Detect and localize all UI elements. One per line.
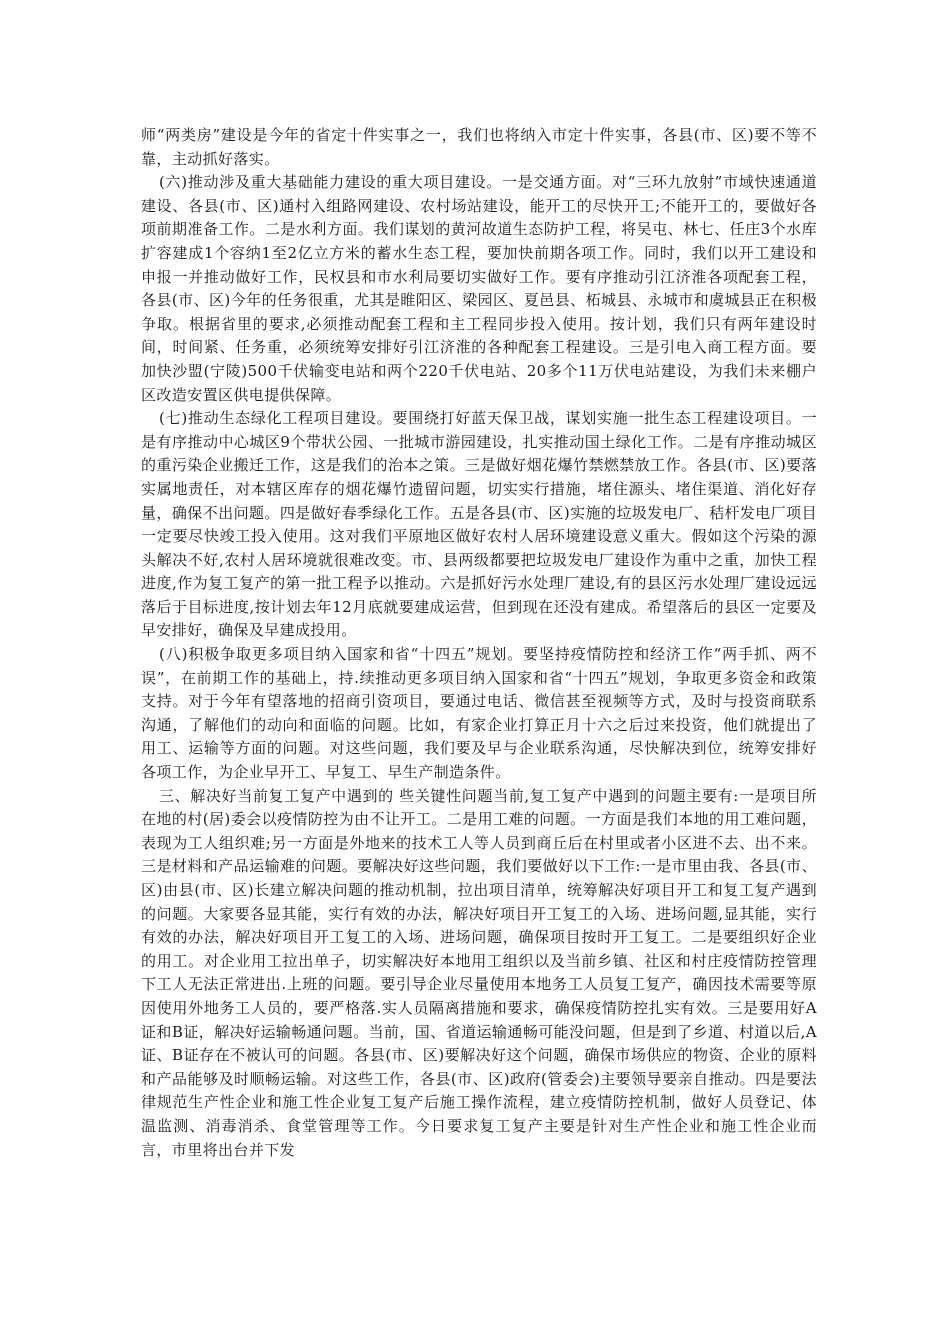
paragraph-section-6: (六)推动涉及重大基础能力建设的重大项目建设。一是交通方面。对“三环九放射”市域快速通道建设、各县(市、区)通村入组路网建设、农村场站建设，能开工的尽快开工;不能开工的，要做好各项前期准备工作。二是水利方面。我们谋划的黄河故道生态防护工程，将吴屯、林七、任庄3个水库扩容建成1个容纳1至2亿立方米的蓄水生态工程，要加快前期各项工作。同时，我们以开工建设和申报一并推动做好工作，民权县和市水利局要切实做好工作。要有序推动引江济淮各项配套工程，各县(市、区)今年的任务很重，尤其是睢阳区、梁园区、夏邑县、柘城县、永城市和虞城县正在积极争取。根据省里的要求,必须推动配套工程和主工程同步投入使用。按计划，我们只有两年建设时间，时间紧、任务重，必须统筹安排好引江济淮的各种配套工程建设。三是引电入商工程方面。要加快沙盟(宁陵)500千伏输变电站和两个220千伏电站、20多个11万伏电站建设，为我们未来棚户区改造安置区供电提供保障。 bbox=[141, 173, 817, 404]
document-page bbox=[141, 124, 817, 1162]
paragraph-section-7: (七)推动生态绿化工程项目建设。要围绕打好蓝天保卫战，谋划实施一批生态工程建设项目。一是有序推动中心城区9个带状公园、一批城市游园建设，扎实推动国土绿化工作。二是有序推动城区的重污染企业搬迁工作，这是我们的治本之策。三是做好烟花爆竹禁燃禁放工作。各县(市、区)要落实属地责任，对本辖区库存的烟花爆竹遗留问题，切实实行措施，堵住源头、堵住渠道、消化好存量，确保不出问题。四是做好春季绿化工作。五是各县(市、区)实施的垃圾发电厂、秸杆发电厂项目一定要尽快竣工投入使用。这对我们平原地区做好农村人居环境建设意义重大。假如这个污染的源头解决不好,农村人居环境就很难改变。市、县两级都要把垃圾发电厂建设作为重中之重，加快工程进度,作为复工复产的第一批工程予以推动。六是抓好污水处理厂建设,有的县区污水处理厂建设远远落后于目标进度,按计划去年12月底就要建成运营，但到现在还没有建成。希望落后的县区一定要及早安排好，确保及早建成投用。 bbox=[141, 409, 817, 640]
paragraph-continuation: 师“两类房”建设是今年的省定十件实事之一，我们也将纳入市定十件实事，各县(市、区)要不等不靠，主动抓好落实。 bbox=[141, 126, 817, 168]
paragraph-part-3: 三、解决好当前复工复产中遇到的 些关键性问题当前,复工复产中遇到的问题主要有:一是项目所在地的村(居)委会以疫情防控为由不让开工。二是用工难的问题。一方面是我们本地的用工难问题，表现为工人组织难;另一方面是外地来的技术工人等人员到商丘后在村里或者小区进不去、出不来。三是材料和产品运输难的问题。要解决好这些问题，我们要做好以下工作:一是市里由我、各县(市、区)由县(市、区)长建立解决问题的推动机制，拉出项目清单，统筹解决好项目开工和复工复产遇到的问题。大家要各显其能，实行有效的办法，解决好项目开工复工的入场、进场问题,显其能，实行有效的办法，解决好项目开工复工的入场、进场问题，确保项目按时开工复工。二是要组织好企业的用工。对企业用工拉出单子，切实解决好本地用工组织以及当前乡镇、社区和村庄疫情防控管理下工人无法正常进出.上班的问题。要引导企业尽量使用本地务工人员复工复产，确因技术需要等原因使用外地务工人员的，要严格落.实人员隔离措施和要求，确保疫情防控扎实有效。三是要用好A证和B证，解决好运输畅通问题。当前，国、省道运输通畅可能没问题，但是到了乡道、村道以后,A证、B证存在不被认可的问题。各县(市、区)要解决好这个问题，确保市场供应的物资、企业的原料和产品能够及时顺畅运输。对这些工作，各县(市、区)政府(管委会)主要领导要亲自推动。四是要法律规范生产性企业和施工性企业复工复产后施工操作流程，建立疫情防控机制，做好人员登记、体温监测、消毒消杀、食堂管理等工作。今日要求复工复产主要是针对生产性企业和施工性企业而言，市里将出台并下发 bbox=[141, 786, 817, 1159]
paragraph-section-8: (八)积极争取更多项目纳入国家和省“十四五”规划。要坚持疫情防控和经济工作“两手抓、两不误”，在前期工作的基础上，持.续推动更多项目纳入国家和省“十四五”规划，争取更多资金和政策支持。对于今年有望落地的招商引资项目，要通过电话、微信甚至视频等方式，及时与投资商联系沟通，了解他们的动向和面临的问题。比如，有家企业打算正月十六之后过来投资，他们就提出了用工、运输等方面的问题。对这些问题，我们要及早与企业联系沟通，尽快解决到位，统筹安排好各项工作，为企业早开工、早复工、早生产制造条件。 bbox=[141, 645, 817, 782]
